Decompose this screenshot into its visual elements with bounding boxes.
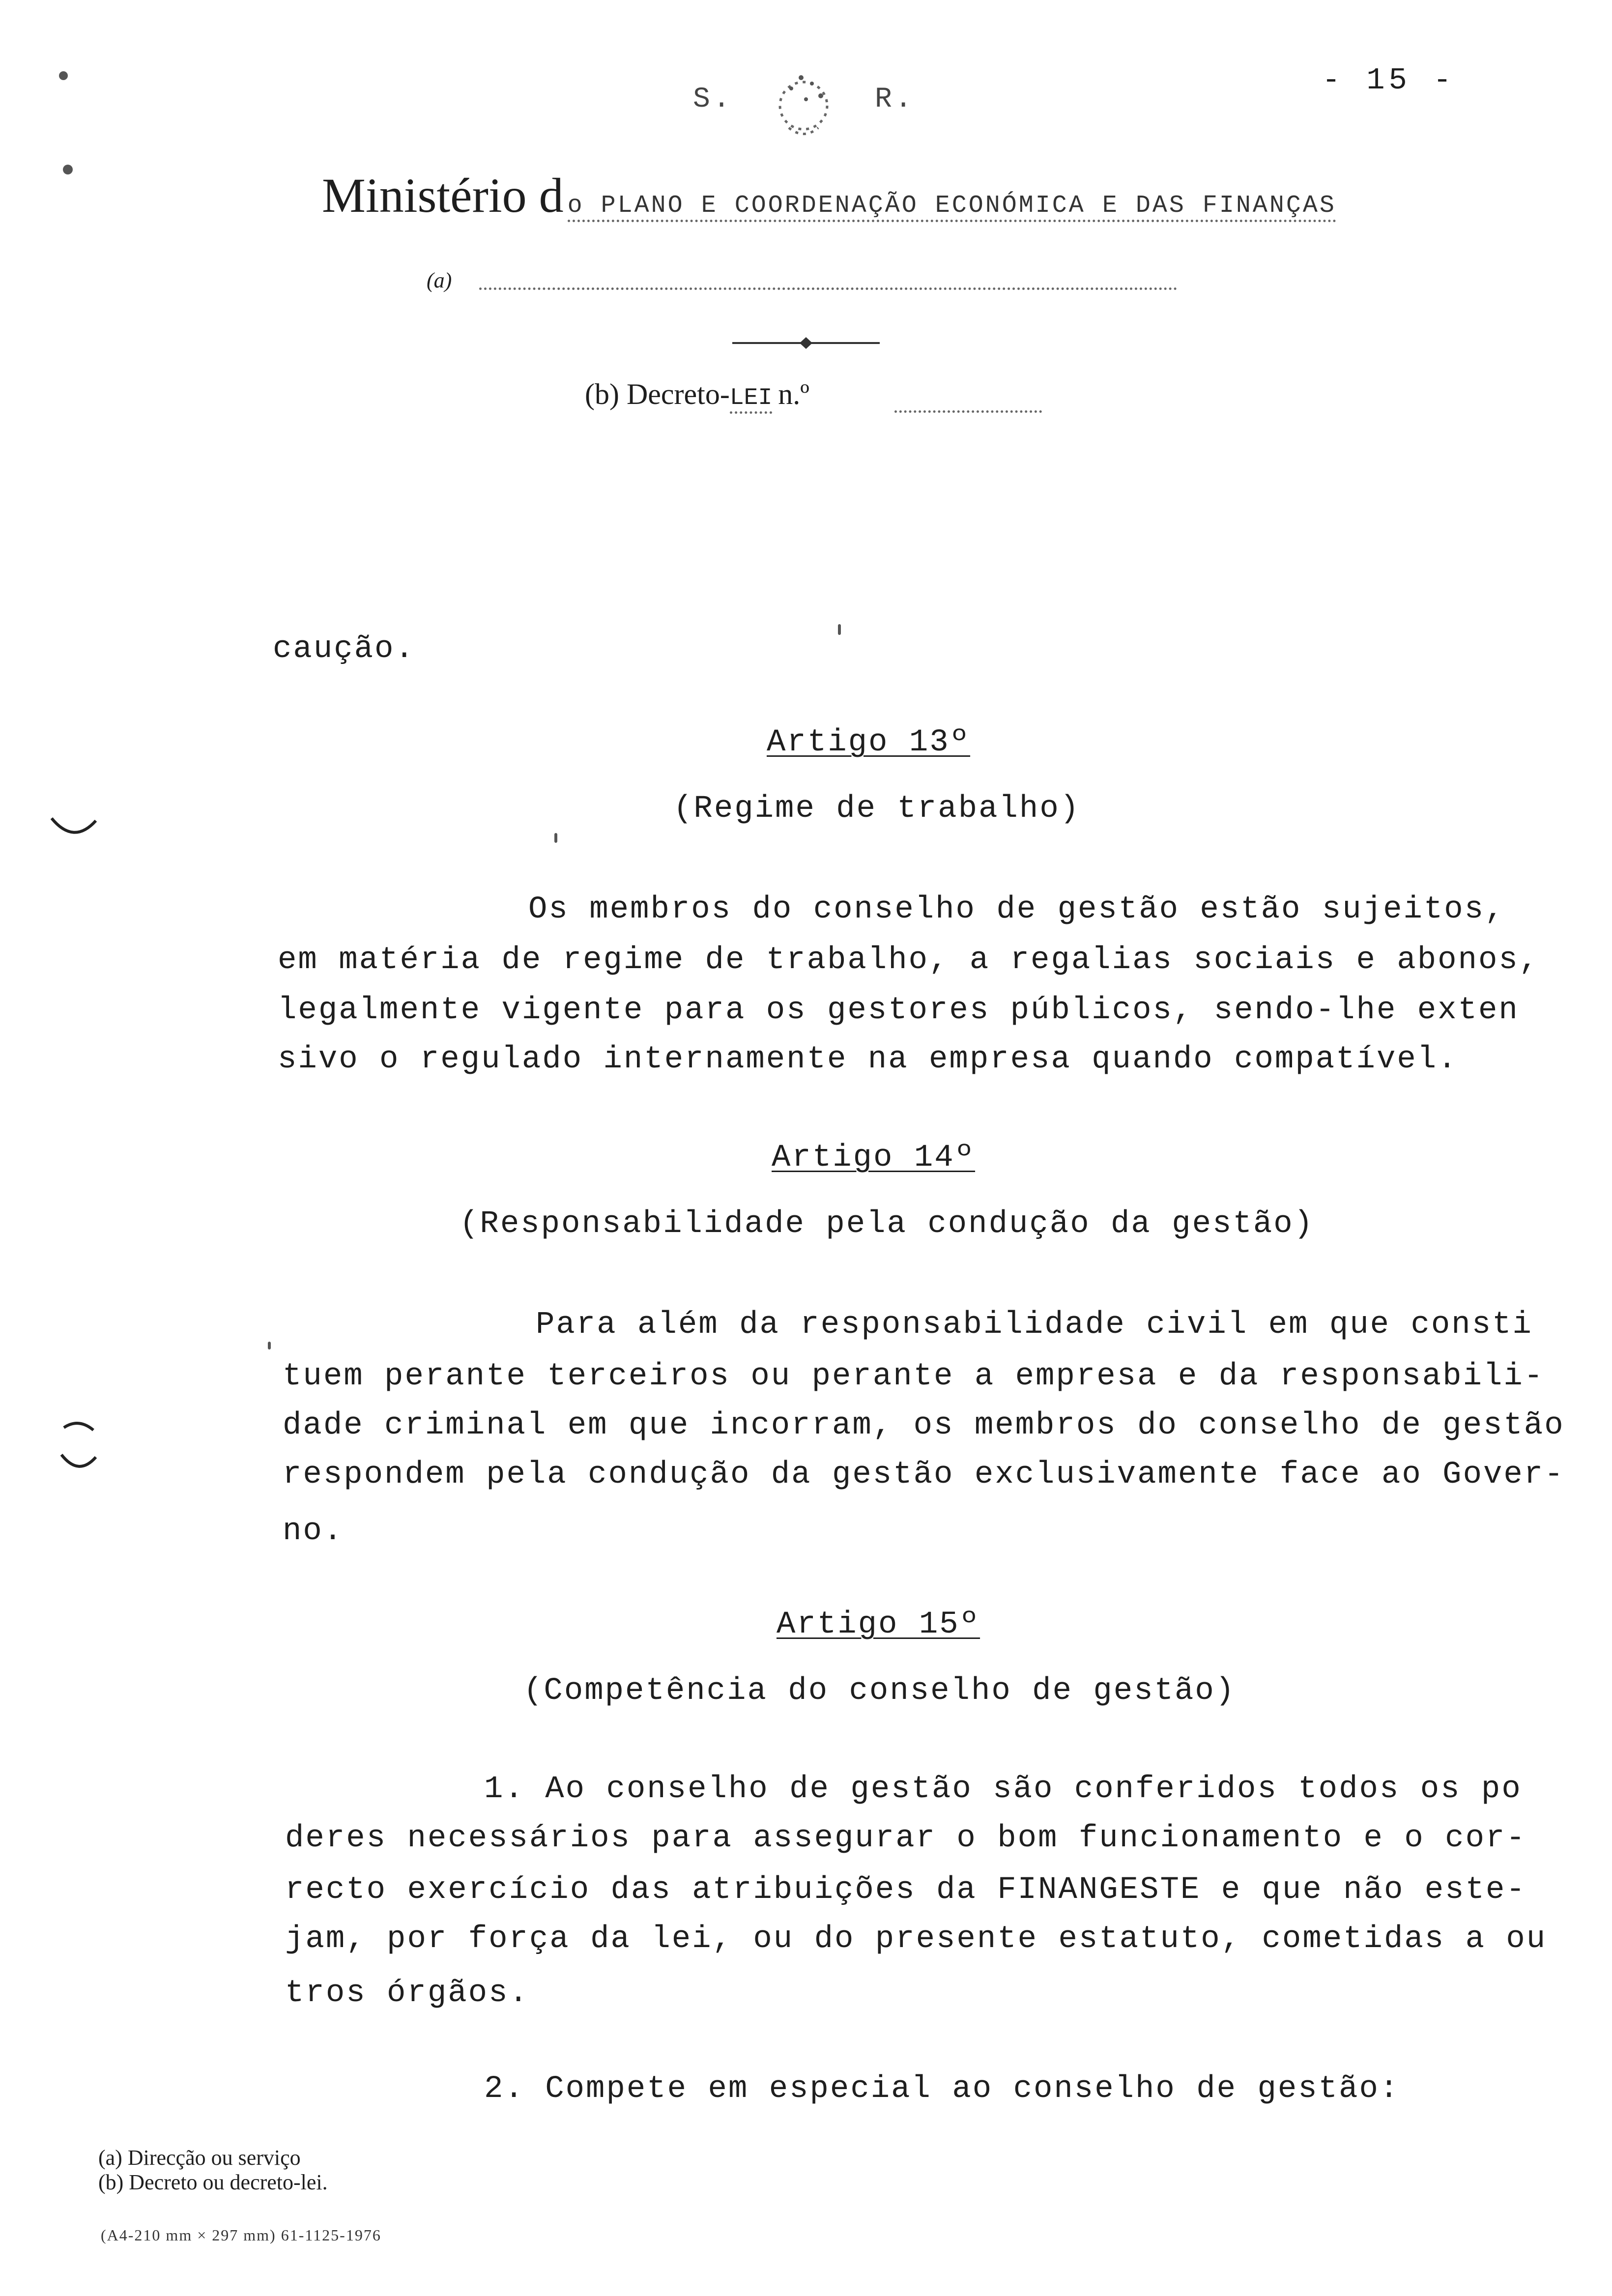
crest-right-letter: R.: [875, 84, 915, 115]
paragraph-line: 1. Ao conselho de gestão são conferidos todos os po: [484, 1772, 1522, 1807]
scan-speck: [268, 1342, 271, 1349]
field-a-line: [479, 287, 1177, 290]
decree-type: LEI: [730, 385, 772, 414]
paragraph-line: tros órgãos.: [285, 1976, 529, 2011]
paragraph-line: legalmente vigente para os gestores públicos, sendo-lhe exten: [278, 993, 1519, 1028]
ornament-divider-icon: [732, 333, 880, 353]
paragraph-line: jam, por força da lei, ou do presente estatuto, cometidas a ou: [285, 1922, 1547, 1957]
paragraph-line: em matéria de regime de trabalho, a regalias sociais e abonos,: [278, 943, 1540, 978]
form-code: (A4-210 mm × 297 mm) 61-1125-1976: [101, 2226, 381, 2244]
page-number: - 15 -: [1322, 63, 1456, 98]
paragraph-line: respondem pela condução da gestão exclusivamente face ao Gover-: [283, 1457, 1565, 1492]
decree-line: [585, 377, 809, 413]
article-13-subtitle: (Regime de trabalho): [673, 791, 1081, 827]
article-13-title: Artigo 13º: [767, 725, 971, 760]
scan-speck: [554, 833, 557, 843]
decree-number-label: n.º: [778, 378, 809, 410]
numbered-item: 2. Compete em especial ao conselho de gestão:: [484, 2071, 1400, 2107]
decree-number-line: [894, 410, 1042, 413]
ministry-heading: [322, 167, 1336, 224]
paragraph-line: dade criminal em que incorram, os membros do conselho de gestão: [283, 1408, 1565, 1443]
article-14-title: Artigo 14º: [772, 1140, 976, 1176]
article-15-subtitle: (Competência do conselho de gestão): [523, 1673, 1236, 1709]
ministry-prefix: Ministério d: [322, 168, 564, 223]
punch-hole-mark-icon: [54, 1415, 103, 1479]
paragraph-line: Para além da responsabilidade civil em que consti: [536, 1307, 1533, 1343]
paragraph-line: no.: [283, 1514, 344, 1549]
scan-speck: [59, 71, 68, 80]
footnote-b: (b) Decreto ou decreto-lei.: [98, 2170, 328, 2194]
scan-speck: [63, 165, 73, 174]
punch-hole-mark-icon: [47, 811, 101, 845]
paragraph-line: recto exercício das atribuições da FINANGESTE e que não este-: [285, 1872, 1526, 1908]
paragraph-line: deres necessários para assegurar o bom funcionamento e o cor-: [285, 1821, 1526, 1856]
paragraph-line: sivo o regulado internamente na empresa quando compatível.: [278, 1042, 1458, 1077]
decree-prefix: (b) Decreto-: [585, 378, 730, 410]
field-a-label: (a): [427, 268, 452, 292]
paragraph-line: tuem perante terceiros ou perante a empresa e da responsabili-: [283, 1359, 1545, 1394]
footnote-a: (a) Direcção ou serviço: [98, 2146, 301, 2170]
crest-left-letter: S.: [693, 84, 733, 115]
paragraph-line: Os membros do conselho de gestão estão sujeitos,: [528, 892, 1505, 927]
scan-speck: [838, 624, 841, 635]
article-14-subtitle: (Responsabilidade pela condução da gestão): [460, 1206, 1315, 1242]
coat-of-arms-icon: [767, 69, 840, 143]
carryover-text: caução.: [273, 631, 415, 667]
ministry-name: o PLANO E COORDENAÇÃO ECONÓMICA E DAS FINANÇAS: [568, 192, 1336, 222]
article-15-title: Artigo 15º: [777, 1607, 980, 1642]
